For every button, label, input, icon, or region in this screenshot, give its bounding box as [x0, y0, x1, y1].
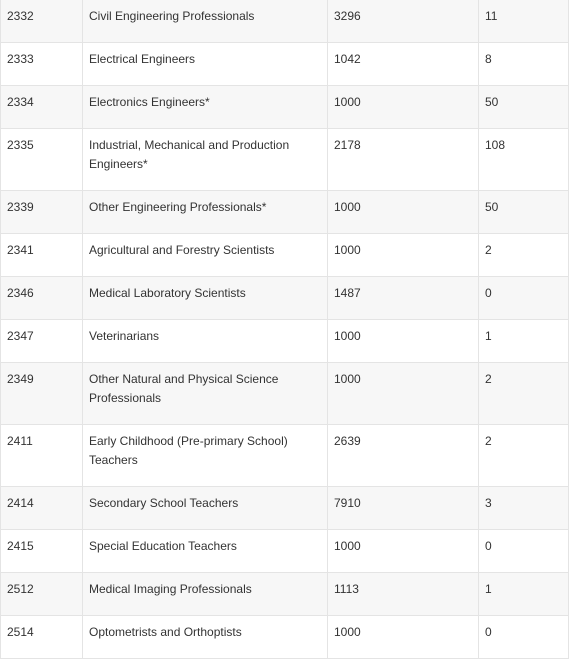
table-row: [1, 277, 568, 320]
code-cell: 2339: [1, 191, 83, 233]
invited-cell: 0: [485, 625, 492, 639]
invited-cell: 50: [485, 95, 499, 109]
invited-cell: 8: [485, 52, 492, 66]
table-row: [1, 363, 568, 425]
table-row: [1, 191, 568, 234]
occupation-cell: Veterinarians: [83, 320, 328, 362]
ceiling-cell: 2178: [328, 129, 479, 190]
table-row: [1, 86, 568, 129]
occupation-cell: Medical Laboratory Scientists: [83, 277, 328, 319]
code-cell: 2332: [1, 0, 83, 42]
invited-cell: 2: [485, 434, 492, 448]
code-cell: 2514: [1, 616, 83, 658]
table-row: [1, 129, 568, 191]
code-cell: 2341: [1, 234, 83, 276]
occupation-cell: Secondary School Teachers: [83, 487, 328, 529]
code-cell: 2333: [1, 43, 83, 85]
ceiling-cell: 1000: [328, 616, 479, 658]
table-row: [1, 0, 568, 43]
occupation-cell: Special Education Teachers: [83, 530, 328, 572]
code-cell: 2512: [1, 573, 83, 615]
table-row: [1, 320, 568, 363]
ceiling-cell: 1000: [328, 530, 479, 572]
table-row: [1, 616, 568, 659]
table-row: [1, 43, 568, 86]
ceiling-cell: 1000: [328, 234, 479, 276]
ceiling-cell: 1113: [328, 573, 479, 615]
occupation-cell: Industrial, Mechanical and Production Engineers*: [83, 129, 328, 190]
ceiling-cell: 1000: [328, 320, 479, 362]
ceiling-cell: 1042: [328, 43, 479, 85]
invited-cell: 2: [485, 372, 492, 386]
occupation-cell: Electrical Engineers: [83, 43, 328, 85]
code-cell: 2349: [1, 363, 83, 424]
ceiling-cell: 2639: [328, 425, 479, 486]
code-cell: 2334: [1, 86, 83, 128]
invited-cell: 1: [485, 582, 492, 596]
invited-cell: 0: [485, 286, 492, 300]
ceiling-cell: 3296: [328, 0, 479, 42]
code-cell: 2414: [1, 487, 83, 529]
ceiling-cell: 1000: [328, 86, 479, 128]
invited-cell: 0: [485, 539, 492, 553]
occupation-cell: Optometrists and Orthoptists: [83, 616, 328, 658]
table-row: [1, 234, 568, 277]
ceiling-cell: 1000: [328, 191, 479, 233]
code-cell: 2335: [1, 129, 83, 190]
occupation-cell: Medical Imaging Professionals: [83, 573, 328, 615]
invited-cell: 50: [485, 200, 499, 214]
occupation-cell: Civil Engineering Professionals: [83, 0, 328, 42]
code-cell: 2347: [1, 320, 83, 362]
ceiling-cell: 1000: [328, 363, 479, 424]
table-row: [1, 425, 568, 487]
invited-cell: 1: [485, 329, 492, 343]
occupation-cell: Early Childhood (Pre-primary School) Teachers: [83, 425, 328, 486]
ceiling-cell: 1487: [328, 277, 479, 319]
occupation-cell: Agricultural and Forestry Scientists: [83, 234, 328, 276]
code-cell: 2346: [1, 277, 83, 319]
table-row: [1, 487, 568, 530]
invited-cell: 2: [485, 243, 492, 257]
table-row: [1, 573, 568, 616]
table-row: [1, 530, 568, 573]
invited-cell: 108: [485, 138, 506, 152]
invited-cell: 11: [485, 9, 498, 23]
occupation-cell: Other Engineering Professionals*: [83, 191, 328, 233]
code-cell: 2411: [1, 425, 83, 486]
occupation-cell: Electronics Engineers*: [83, 86, 328, 128]
ceiling-cell: 7910: [328, 487, 479, 529]
code-cell: 2415: [1, 530, 83, 572]
invited-cell: 3: [485, 496, 492, 510]
occupation-cell: Other Natural and Physical Science Professionals: [83, 363, 328, 424]
